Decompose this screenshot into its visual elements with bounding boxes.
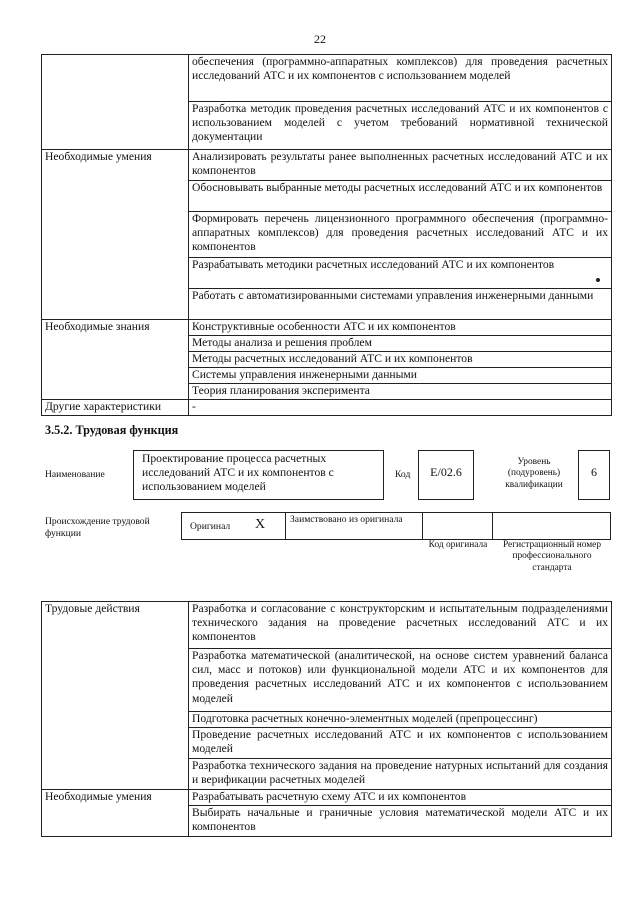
description-cell: обеспечения (программно-аппаратных комплексов) для проведения расчетных исследований АТС и их компонентов с использованием моделей: [189, 55, 612, 102]
description-cell: Разработка методик проведения расчетных исследований АТС и их компонентов с использованием моделей с учетом требований нормативной технической документации: [189, 102, 612, 150]
category-cell: Необходимые умения: [42, 150, 189, 320]
dot-mark: [596, 278, 600, 282]
description-cell: Разрабатывать методики расчетных исследований АТС и их компонентов: [189, 258, 612, 289]
qualification-level-box: 6: [578, 450, 610, 500]
description-cell: -: [189, 400, 612, 416]
description-cell: Формировать перечень лицензионного программного обеспечения (программно-аппаратных комплексов) для проведения расчетных исследований АТС и их компонентов: [189, 212, 612, 258]
borrowed-label: Заимствовано из оригинала: [290, 514, 403, 525]
description-cell: Анализировать результаты ранее выполненных расчетных исследований АТС и их компонентов: [189, 150, 612, 181]
table-row: [42, 790, 612, 806]
competency-table-top: [41, 54, 612, 416]
category-cell: [42, 55, 189, 150]
description-cell: Работать с автоматизированными системами управления инженерными данными: [189, 289, 612, 320]
description-cell: Разработка технического задания на проведение натурных испытаний для создания и верификации расчетных моделей: [189, 759, 612, 790]
description-cell: Разработка и согласование с конструкторским и испытательным подразделениями технического задания на проведение расчетных исследований АТС и их компонентов: [189, 602, 612, 649]
category-cell: Другие характеристики: [42, 400, 189, 416]
description-cell: Теория планирования эксперимента: [189, 384, 612, 400]
divider: [492, 512, 493, 540]
description-cell: Системы управления инженерными данными: [189, 368, 612, 384]
qualification-level-label: Уровень (подуровень) квалификации: [505, 457, 563, 490]
competency-table-bottom: [41, 601, 612, 837]
function-name-box: Проектирование процесса расчетных исследований АТС и их компонентов с использованием моделей: [133, 450, 384, 500]
table-row: [42, 55, 612, 102]
original-mark: X: [255, 517, 266, 532]
description-cell: Методы анализа и решения проблем: [189, 336, 612, 352]
description-cell: Выбирать начальные и граничные условия математической модели АТС и их компонентов: [189, 806, 612, 837]
table-row: [42, 602, 612, 649]
description-cell: Обосновывать выбранные методы расчетных исследований АТС и их компонентов: [189, 181, 612, 212]
reg-number-label: Регистрационный номер профессионального стандарта: [502, 540, 602, 573]
origin-label: Происхождение трудовой функции: [45, 516, 150, 539]
page-number: 22: [314, 32, 326, 46]
description-cell: Конструктивные особенности АТС и их компонентов: [189, 320, 612, 336]
function-code-box: E/02.6: [418, 450, 474, 500]
category-cell: Необходимые умения: [42, 790, 189, 837]
description-cell: Методы расчетных исследований АТС и их компонентов: [189, 352, 612, 368]
divider: [422, 512, 423, 540]
description-cell: Разработка математической (аналитической, на основе систем уравнений баланса сил, масс и потоков) или функциональной модели АТС и их компонентов для проведения расчетных исследований АТС и их компонентов с использованием моделей: [189, 649, 612, 712]
section-heading: 3.5.2. Трудовая функция: [45, 423, 179, 437]
table-row: [42, 320, 612, 336]
category-cell: Трудовые действия: [42, 602, 189, 790]
original-label: Оригинал: [190, 521, 231, 532]
table-row: [42, 150, 612, 181]
code-original-label: Код оригинала: [428, 540, 488, 550]
description-cell: Проведение расчетных исследований АТС и их компонентов с использованием моделей: [189, 728, 612, 759]
name-label: Наименование: [45, 469, 105, 480]
category-cell: Необходимые знания: [42, 320, 189, 400]
description-cell: Подготовка расчетных конечно-элементных моделей (препроцессинг): [189, 712, 612, 728]
table-row: [42, 400, 612, 416]
divider: [285, 512, 286, 540]
description-cell: Разрабатывать расчетную схему АТС и их компонентов: [189, 790, 612, 806]
code-label: Код: [395, 469, 411, 480]
